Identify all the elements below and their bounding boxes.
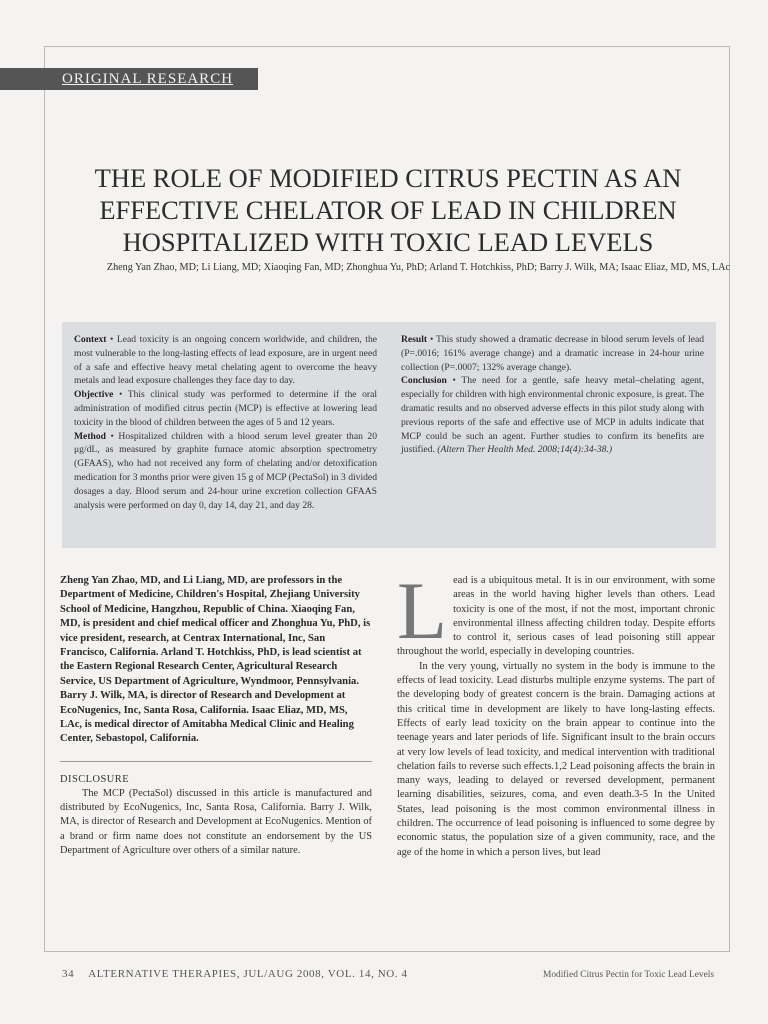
abstract-citation: (Altern Ther Health Med. 2008;14(4):34-38.): [437, 444, 613, 456]
abstract-objective: Objective • This clinical study was performed to determine if the oral administration of modified citrus pectin (MCP) is effective at lowering lead toxicity in the blood of children between the ages of 5 and 12 years.: [74, 389, 377, 428]
abstract-conclusion: Conclusion • The need for a gentle, safe heavy metal–chelating agent, especially for children with high environmental chronic exposure, is great. The dramatic results and no observed adverse effects in this pilot study along with previous reports of the safe and effective use of MCP in adults indicate that MCP could be such an agent. Further studies to confirm its benefits are justified. (Altern Ther Health Med. 2008;14(4):34-38.): [401, 375, 704, 456]
divider: [60, 761, 372, 762]
left-column: [60, 574, 372, 858]
abstract-method: Method • Hospitalized children with a blood serum level greater than 20 μg/dL, as measured by graphite furnace atomic absorption spectrometry (GFAAS), who had not received any form of chelating and/or detoxification medication for 3 months prior were given 15 g of MCP (PectaSol) in 3 divided dosages a day. Blood serum and 24-hour urine excretion collection GFAAS analysis were performed on day 0, day 14, day 21, and day 28.: [74, 430, 377, 511]
page-number: 34: [62, 968, 75, 980]
disclosure-text: The MCP (PectaSol) discussed in this article is manufactured and distributed by EcoNugenics, Inc, Santa Rosa, California. Barry J. Wilk, MA, is director of Research and Development at EcoNugenics. Mention of a brand or firm name does not constitute an endorsement by the US Department of Agriculture over others of a similar nature.: [60, 787, 372, 857]
author-bio: Zheng Yan Zhao, MD, and Li Liang, MD, are professors in the Department of Medicine, Children's Hospital, Zhejiang University School of Medicine, Hangzhou, Republic of China. Xiaoqing Fan, MD, is president and chief medical officer and Zhonghua Yu, PhD, is vice president, research, at Centrax International, Inc, San Francisco, California. Arland T. Hotchkiss, PhD, is lead scientist at the Eastern Regional Research Center, Agricultural Research Service, US Department of Agriculture, Wyndmoor, Pennsylvania. Barry J. Wilk, MA, is director of Research and Development at EcoNugenics, Inc, Santa Rosa, California. Isaac Eliaz, MD, MS, LAc, is medical director of Amitabha Medical Clinic and Healing Center, Sebastopol, California.: [60, 575, 371, 745]
journal-name: ALTERNATIVE THERAPIES, JUL/AUG 2008, VOL. 14, NO. 4: [88, 968, 408, 980]
right-column: [397, 565, 715, 860]
disclosure-heading: DISCLOSURE: [60, 773, 130, 785]
author-list: Zheng Yan Zhao, MD; Li Liang, MD; Xiaoqing Fan, MD; Zhonghua Yu, PhD; Arland T. Hotchkiss, PhD; Barry J. Wilk, MA; Isaac Eliaz, MD, MS, LAc: [106, 262, 730, 273]
running-title: Modified Citrus Pectin for Toxic Lead Levels: [542, 970, 714, 980]
abstract-result: Result • This study showed a dramatic decrease in blood serum levels of lead (P=.0016; 161% average change) and a dramatic increase in 24-hour urine collection (P=.0007; 132% average change).: [401, 334, 705, 373]
section-tag: ORIGINAL RESEARCH: [0, 68, 258, 90]
article-title: THE ROLE OF MODIFIED CITRUS PECTIN AS AN EFFECTIVE CHELATOR OF LEAD IN CHILDREN HOSPITALIZED WITH TOXIC LEAD LEVELS: [94, 163, 682, 257]
abstract-column-left: [74, 333, 377, 548]
body-paragraph-1: Lead is a ubiquitous metal. It is in our environment, with some areas in the world having higher levels than others. Lead toxicity is one of the most, if not the most, important chronic environmental illness affecting children today. Despite efforts to control it, serious cases of lead poisoning still appear throughout the world, especially in developing countries.: [397, 565, 715, 658]
abstract-context: Context • Lead toxicity is an ongoing concern worldwide, and children, the most vulnerable to the long-lasting effects of lead exposure, are in urgent need of a safe and effective heavy metal chelating agent to overcome the heavy metals and lead exposure challenges they face day to day.: [74, 334, 378, 387]
drop-cap: L: [397, 565, 448, 656]
abstract-box: [62, 322, 716, 548]
body-paragraph-2: In the very young, virtually no system in the body is immune to the effects of lead toxicity. Lead disturbs multiple enzyme systems. The part of the developing body of greatest concern is the brain. Damaging actions at this critical time in development are likely to have long-lasting effects. Effects of early lead toxicity on the brain appear to continue into the teenage years and later periods of life. Significant insult to the brain occurs at very low levels of lead toxicity, and medical intervention with traditional chelation fails to reverse such effects.1,2 Lead poisoning affects the brain in many ways, leading to delayed or reversed development, permanent learning disabilities, seizures, coma, and even death.3-5 In the United States, lead poisoning is the most common environmental illness in children. The occurrence of lead poisoning is influenced to some degree by economic status, the population size of a given community, race, and the age of the home in which a person lives, but lead: [397, 660, 715, 858]
abstract-column-right: [401, 333, 704, 548]
footer-journal: [62, 968, 408, 980]
